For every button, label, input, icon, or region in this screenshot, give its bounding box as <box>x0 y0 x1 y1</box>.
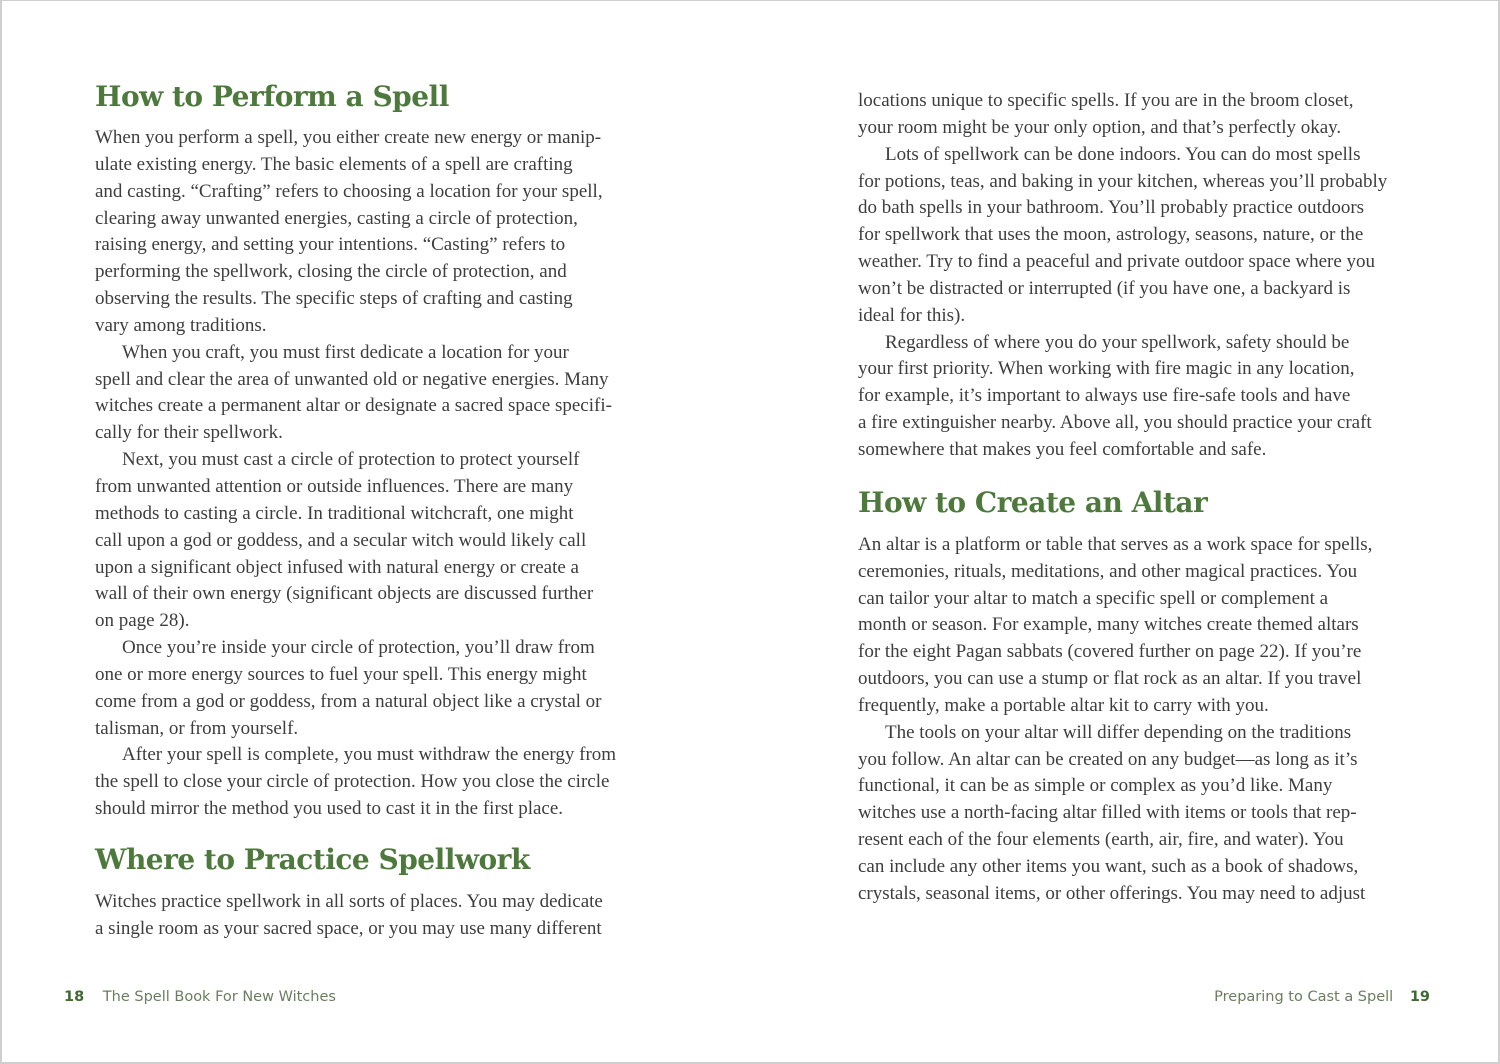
text-line: When you craft, you must first dedicate a location for your <box>122 341 569 363</box>
text-line: your room might be your only option, and that’s perfectly okay. <box>858 116 1342 138</box>
left-page <box>2 1 752 1062</box>
text-line: performing the spellwork, closing the circle of protection, and <box>95 261 567 283</box>
text-line: Next, you must cast a circle of protection to protect yourself <box>122 449 580 471</box>
paragraph <box>858 330 1418 464</box>
right-page-footer <box>1214 989 1430 1005</box>
text-line: call upon a god or goddess, and a secular witch would likely call <box>95 529 587 551</box>
text-line: witches create a permanent altar or designate a sacred space specifi- <box>95 395 612 417</box>
paragraph <box>858 142 1418 330</box>
text-line: Once you’re inside your circle of protection, you’ll draw from <box>122 637 595 659</box>
section-heading-perform-spell: How to Perform a Spell <box>95 80 449 113</box>
text-line: Regardless of where you do your spellwork, safety should be <box>885 331 1350 353</box>
text-line: for the eight Pagan sabbats (covered further on page 22). If you’re <box>858 641 1362 663</box>
text-line: for spellwork that uses the moon, astrology, seasons, nature, or the <box>858 224 1364 246</box>
text-line: An altar is a platform or table that serves as a work space for spells, <box>858 533 1373 555</box>
text-line: frequently, make a portable altar kit to carry with you. <box>858 694 1269 716</box>
text-line: a single room as your sacred space, or you may use many different <box>95 917 602 939</box>
running-head-book-title: The Spell Book For New Witches <box>102 989 336 1005</box>
text-line: wall of their own energy (significant objects are discussed further <box>95 583 594 605</box>
text-line: locations unique to specific spells. If you are in the broom closet, <box>858 90 1354 111</box>
text-line: come from a god or goddess, from a natural object like a crystal or <box>95 690 602 712</box>
text-line: functional, it can be as simple or complex as you’d like. Many <box>858 775 1333 797</box>
text-line: can include any other items you want, such as a book of shadows, <box>858 855 1359 877</box>
text-line: outdoors, you can use a stump or flat rock as an altar. If you travel <box>858 668 1362 690</box>
text-line: upon a significant object infused with natural energy or create a <box>95 556 579 578</box>
text-line: ideal for this). <box>858 304 966 326</box>
text-line: do bath spells in your bathroom. You’ll probably practice outdoors <box>858 197 1365 219</box>
section-heading-create-altar: How to Create an Altar <box>858 485 1208 519</box>
page-number: 19 <box>1409 989 1430 1005</box>
text-line: for potions, teas, and baking in your kitchen, whereas you’ll probably <box>858 170 1388 192</box>
text-line: witches use a north-facing altar filled with items or tools that rep- <box>858 802 1357 824</box>
right-page <box>752 1 1500 1062</box>
text-line: clearing away unwanted energies, casting a circle of protection, <box>95 207 578 229</box>
left-page-column <box>95 79 655 943</box>
left-page-footer <box>64 989 336 1005</box>
text-line: Witches practice spellwork in all sorts of places. You may dedicate <box>95 890 603 912</box>
running-head-chapter-title: Preparing to Cast a Spell <box>1214 989 1394 1005</box>
text-line: Lots of spellwork can be done indoors. You can do most spells <box>885 143 1361 165</box>
text-line: cally for their spellwork. <box>95 422 283 444</box>
text-line: a fire extinguisher nearby. Above all, you should practice your craft <box>858 412 1372 434</box>
text-line: crystals, seasonal items, or other offerings. You may need to adjust <box>858 882 1366 904</box>
text-line: can tailor your altar to match a specific spell or complement a <box>858 587 1329 609</box>
text-line: from unwanted attention or outside influences. There are many <box>95 475 574 497</box>
text-line: and casting. “Crafting” refers to choosing a location for your spell, <box>95 180 603 202</box>
text-line: one or more energy sources to fuel your spell. This energy might <box>95 663 587 685</box>
text-line: raising energy, and setting your intentions. “Casting” refers to <box>95 234 566 256</box>
paragraph <box>858 532 1418 720</box>
text-line: the spell to close your circle of protection. How you close the circle <box>95 771 610 793</box>
paragraph <box>858 88 1418 142</box>
text-line: won’t be distracted or interrupted (if you have one, a backyard is <box>858 277 1351 299</box>
text-line: ulate existing energy. The basic elements of a spell are crafting <box>95 153 573 175</box>
text-line: ceremonies, rituals, meditations, and other magical practices. You <box>858 560 1358 582</box>
text-line: weather. Try to find a peaceful and private outdoor space where you <box>858 251 1376 273</box>
text-line: talisman, or from yourself. <box>95 717 299 739</box>
text-line: on page 28). <box>95 610 190 632</box>
text-line: you follow. An altar can be created on any budget—as long as it’s <box>858 748 1358 770</box>
page-number: 18 <box>64 989 85 1005</box>
paragraph <box>95 635 655 742</box>
text-line: somewhere that makes you feel comfortable and safe. <box>858 438 1267 460</box>
right-page-column <box>858 88 1418 908</box>
paragraph <box>95 340 655 447</box>
text-line: month or season. For example, many witches create themed altars <box>858 614 1359 636</box>
text-line: vary among traditions. <box>95 314 267 336</box>
text-line: your first priority. When working with fire magic in any location, <box>858 358 1355 380</box>
paragraph <box>95 742 655 823</box>
text-line: spell and clear the area of unwanted old or negative energies. Many <box>95 368 609 390</box>
text-line: After your spell is complete, you must withdraw the energy from <box>122 744 617 766</box>
paragraph <box>95 447 655 635</box>
text-line: The tools on your altar will differ depending on the traditions <box>885 721 1352 743</box>
text-line: observing the results. The specific steps of crafting and casting <box>95 288 573 310</box>
section-heading-where-to-practice: Where to Practice Spellwork <box>95 842 530 876</box>
text-line: should mirror the method you used to cast it in the first place. <box>95 798 564 820</box>
text-line: methods to casting a circle. In traditional witchcraft, one might <box>95 502 574 524</box>
text-line: for example, it’s important to always use fire-safe tools and have <box>858 385 1351 407</box>
paragraph <box>858 720 1418 908</box>
text-line: When you perform a spell, you either create new energy or manip- <box>95 127 602 148</box>
paragraph <box>95 125 655 340</box>
paragraph <box>95 889 655 943</box>
text-line: resent each of the four elements (earth, air, fire, and water). You <box>858 829 1344 851</box>
